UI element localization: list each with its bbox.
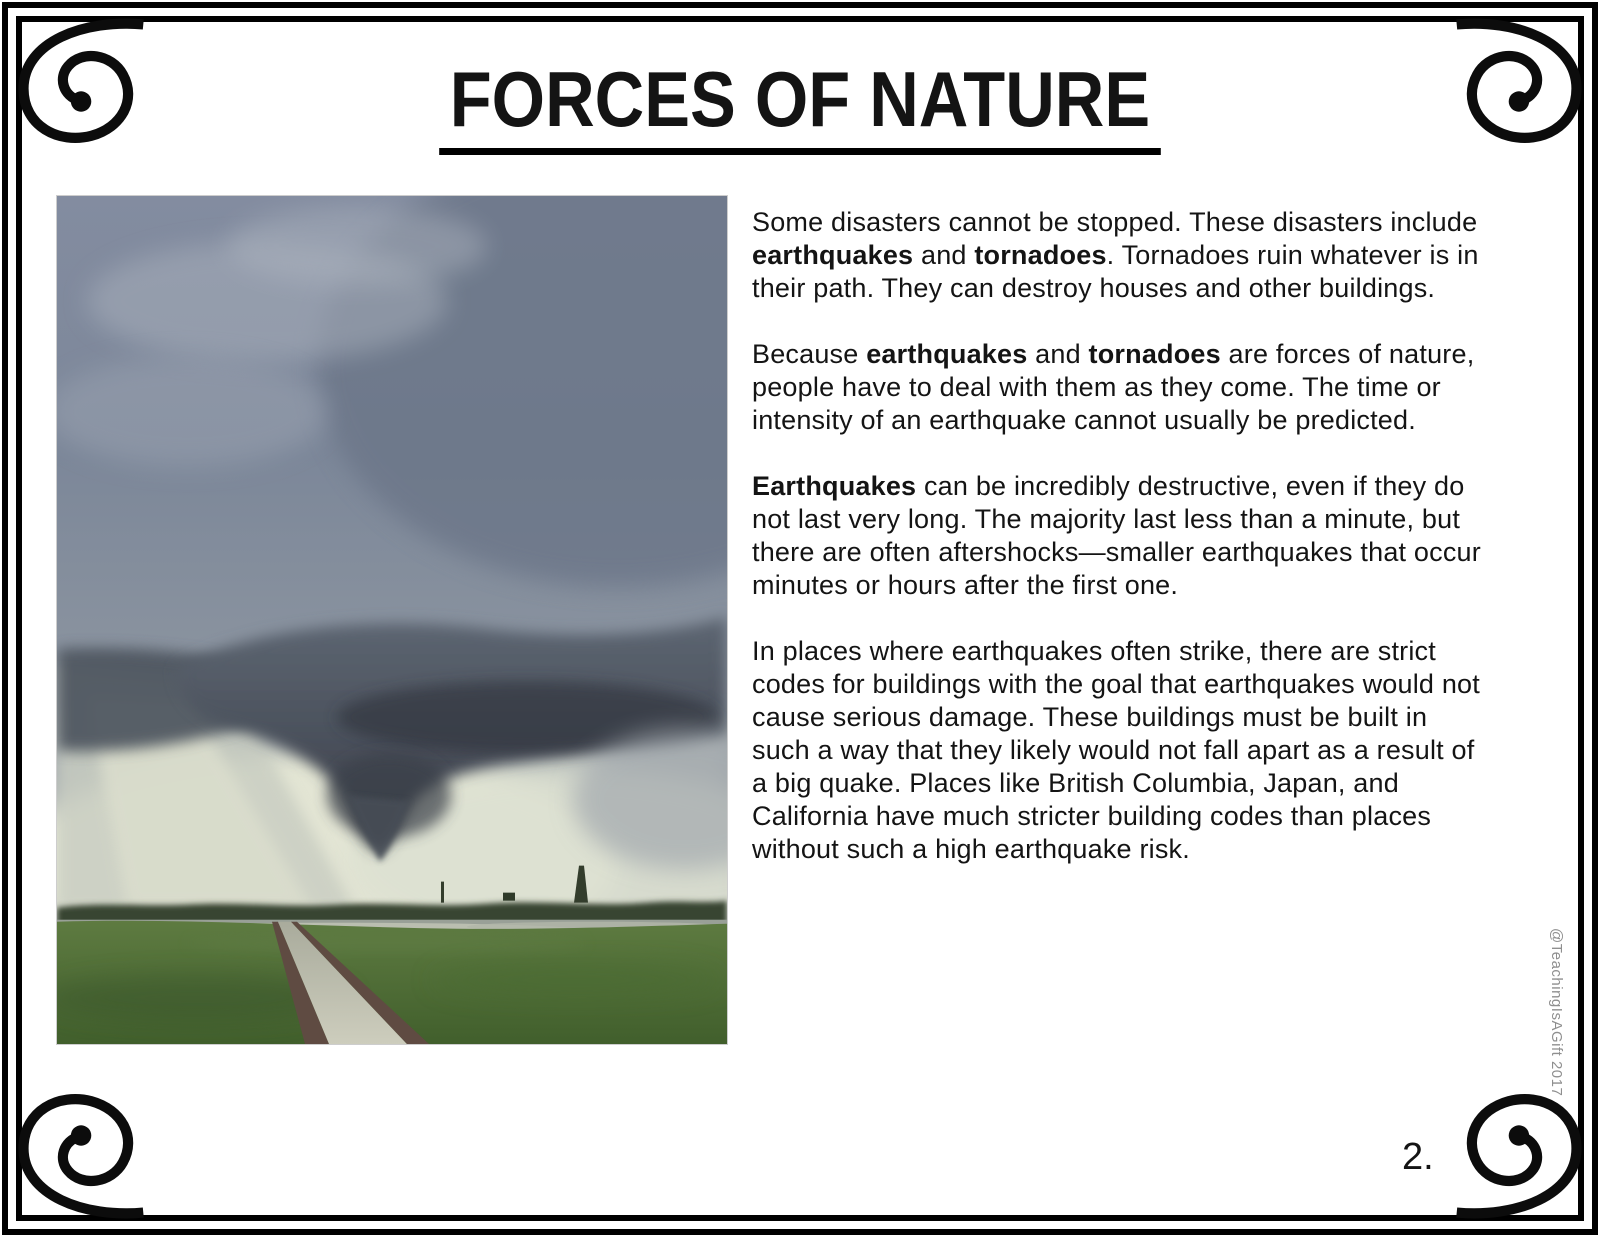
storm-photo-illustration xyxy=(57,196,727,1044)
swirl-corner-icon-bottom-right xyxy=(1453,1090,1583,1220)
paragraph: Because earthquakes and tornadoes are forces of nature, people have to deal with them as they come. The time or intensity of an earthquake cannot usually be predicted. xyxy=(752,339,1475,435)
paragraph: In places where earthquakes often strike, there are strict codes for buildings with the goal that earthquakes would not cause serious damage. These buildings must be built in such a way that they likely would not fall apart as a result of a big quake. Places like British Columbia, Japan, and California have much stricter building codes than places without such a high earthquake risk. xyxy=(752,636,1480,864)
page-title: FORCES OF NATURE xyxy=(439,60,1161,155)
page-number: 2. xyxy=(1402,1136,1434,1178)
watermark-credit: @TeachingIsAGift 2017 xyxy=(1548,928,1565,1097)
storm-photo xyxy=(57,196,727,1044)
paragraph: Earthquakes can be incredibly destructive, even if they do not last very long. The majority last less than a minute, but there are often aftershocks—smaller earthquakes that occur minutes or hours after the first one. xyxy=(752,471,1481,600)
page-title-wrap xyxy=(0,55,1600,155)
paragraph: Some disasters cannot be stopped. These disasters include earthquakes and tornadoes. Tornadoes ruin whatever is in their path. They can destroy houses and other buildings. xyxy=(752,207,1479,303)
swirl-corner-icon-bottom-left xyxy=(17,1090,147,1220)
article-paragraphs xyxy=(752,206,1488,899)
